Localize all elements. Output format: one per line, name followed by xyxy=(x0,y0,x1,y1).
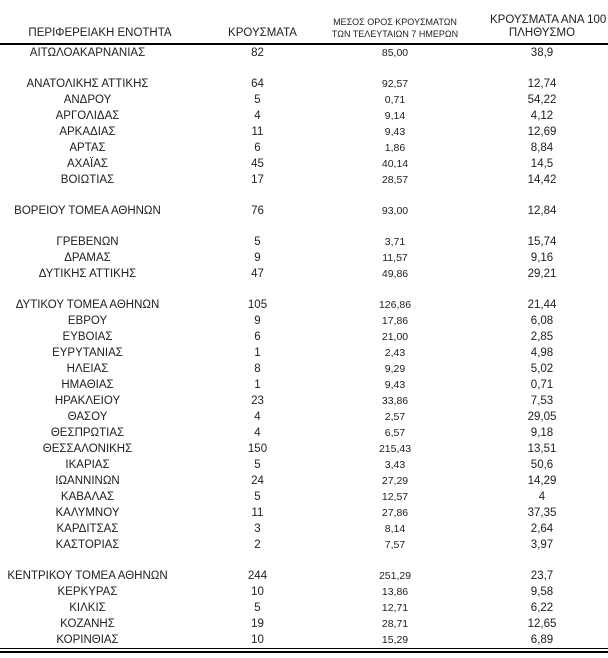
cases-cell: 11 xyxy=(251,125,264,138)
table-row xyxy=(0,203,608,219)
cases-cell: 45 xyxy=(251,157,264,170)
region-cell: ΙΚΑΡΙΑΣ xyxy=(65,458,110,471)
per100k-cell: 6,22 xyxy=(530,601,554,614)
cases-cell: 3 xyxy=(254,522,261,535)
cases-cell: 47 xyxy=(251,267,264,280)
per100k-cell: 0,71 xyxy=(530,378,554,391)
avg7-cell: 9,43 xyxy=(384,378,406,391)
region-cell: ΕΒΡΟΥ xyxy=(67,314,108,327)
per100k-cell: 14,29 xyxy=(527,474,557,487)
table-row xyxy=(0,361,608,377)
region-cell: ΚΑΣΤΟΡΙΑΣ xyxy=(55,538,120,551)
avg7-cell: 33,86 xyxy=(381,394,409,407)
col-header-per100k xyxy=(490,14,608,43)
cases-cell: 6 xyxy=(254,330,261,343)
region-cell: ΗΡΑΚΛΕΙΟΥ xyxy=(54,394,121,407)
cases-cell: 10 xyxy=(251,633,264,646)
avg7-cell: 93,00 xyxy=(381,204,409,217)
per100k-cell: 23,7 xyxy=(530,569,554,582)
region-cell: ΚΕΝΤΡΙΚΟΥ ΤΟΜΕΑ ΑΘΗΝΩΝ xyxy=(7,569,168,582)
cases-cell: 82 xyxy=(251,46,264,59)
table-header-row xyxy=(0,0,608,45)
cases-cell: 5 xyxy=(254,490,261,503)
table-bottom-double-rule xyxy=(0,648,608,653)
per100k-cell: 29,05 xyxy=(527,410,557,423)
region-cell: ΗΛΕΙΑΣ xyxy=(66,362,109,375)
table-row xyxy=(0,76,608,92)
per100k-cell: 14,42 xyxy=(527,173,557,186)
avg7-cell: 215,43 xyxy=(378,442,412,455)
per100k-cell: 12,84 xyxy=(527,204,557,217)
col-header-per100k-line2: ΠΛΗΘΥΣΜΟ xyxy=(508,27,576,39)
avg7-cell: 6,57 xyxy=(384,426,406,439)
per100k-cell: 6,08 xyxy=(530,314,554,327)
avg7-cell: 12,71 xyxy=(381,601,409,614)
col-header-region-label: ΠΕΡΙΦΕΡΕΙΑΚΗ ΕΝΟΤΗΤΑ xyxy=(28,27,172,39)
region-cell: ΘΑΣΟΥ xyxy=(67,410,108,423)
avg7-cell: 2,57 xyxy=(384,410,406,423)
cases-cell: 1 xyxy=(254,378,261,391)
table-row xyxy=(0,156,608,172)
avg7-cell: 15,29 xyxy=(381,633,409,646)
table-row xyxy=(0,329,608,345)
region-cell: ΔΥΤΙΚΟΥ ΤΟΜΕΑ ΑΘΗΝΩΝ xyxy=(15,298,160,311)
cases-cell: 17 xyxy=(251,173,264,186)
table-row xyxy=(0,297,608,313)
region-cell: ΚΑΡΔΙΤΣΑΣ xyxy=(56,522,119,535)
region-cell: ΑΧΑΪΑΣ xyxy=(67,157,108,170)
table-row xyxy=(0,489,608,505)
col-header-cases xyxy=(225,27,300,43)
cases-cell: 4 xyxy=(254,426,261,439)
per100k-cell: 9,58 xyxy=(530,585,554,598)
avg7-cell: 40,14 xyxy=(381,157,409,170)
table-row xyxy=(0,632,608,648)
region-cell: ΚΕΡΚΥΡΑΣ xyxy=(57,585,118,598)
region-cell: ΗΜΑΘΙΑΣ xyxy=(61,378,114,391)
table-row xyxy=(0,616,608,632)
per100k-cell: 37,35 xyxy=(527,506,557,519)
cases-cell: 150 xyxy=(247,442,268,455)
table-spacer-row xyxy=(0,282,608,297)
table-spacer-row xyxy=(0,188,608,203)
per100k-cell: 9,18 xyxy=(530,426,554,439)
table-spacer-row xyxy=(0,553,608,568)
per100k-cell: 54,22 xyxy=(527,93,557,106)
avg7-cell: 1,86 xyxy=(384,141,406,154)
cases-cell: 5 xyxy=(254,93,261,106)
avg7-cell: 27,86 xyxy=(381,506,409,519)
table-row xyxy=(0,600,608,616)
region-cell: ΘΕΣΠΡΩΤΙΑΣ xyxy=(50,426,125,439)
avg7-cell: 49,86 xyxy=(381,267,409,280)
region-cell: ΚΑΒΑΛΑΣ xyxy=(60,490,115,503)
per100k-cell: 15,74 xyxy=(527,235,557,248)
avg7-cell: 21,00 xyxy=(381,330,409,343)
table-row xyxy=(0,45,608,61)
region-cell: ΑΡΤΑΣ xyxy=(69,141,106,154)
avg7-cell: 13,86 xyxy=(381,585,409,598)
avg7-cell: 28,71 xyxy=(381,617,409,630)
col-header-cases-label: ΚΡΟΥΣΜΑΤΑ xyxy=(228,27,297,39)
table-row xyxy=(0,124,608,140)
cases-cell: 105 xyxy=(247,298,268,311)
table-row xyxy=(0,584,608,600)
col-header-per100k-line1: ΚΡΟΥΣΜΑΤΑ ΑΝΑ 100 xyxy=(490,14,607,26)
region-cell: ΑΙΤΩΛΟΑΚΑΡΝΑΝΙΑΣ xyxy=(29,46,146,59)
region-cell: ΑΡΓΟΛΙΔΑΣ xyxy=(55,109,120,122)
table-row xyxy=(0,172,608,188)
avg7-cell: 9,43 xyxy=(384,125,406,138)
region-cell: ΑΝΑΤΟΛΙΚΗΣ ΑΤΤΙΚΗΣ xyxy=(26,77,149,90)
cases-cell: 64 xyxy=(251,77,264,90)
table-row xyxy=(0,92,608,108)
table-row xyxy=(0,377,608,393)
per100k-cell: 7,53 xyxy=(530,394,554,407)
per100k-cell: 14,5 xyxy=(530,157,554,170)
cases-cell: 244 xyxy=(247,569,268,582)
cases-cell: 10 xyxy=(251,585,264,598)
region-cell: ΚΟΖΑΝΗΣ xyxy=(60,617,115,630)
table-row xyxy=(0,409,608,425)
cases-cell: 9 xyxy=(254,314,261,327)
table-row xyxy=(0,140,608,156)
table-spacer-row xyxy=(0,61,608,76)
avg7-cell: 27,29 xyxy=(381,474,409,487)
cases-cell: 5 xyxy=(254,458,261,471)
per100k-cell: 2,85 xyxy=(530,330,554,343)
table-row xyxy=(0,521,608,537)
table-spacer-row xyxy=(0,219,608,234)
region-cell: ΒΟΡΕΙΟΥ ΤΟΜΕΑ ΑΘΗΝΩΝ xyxy=(14,204,161,217)
avg7-cell: 3,71 xyxy=(384,235,406,248)
cases-cell: 4 xyxy=(254,410,261,423)
per100k-cell: 4,12 xyxy=(530,109,554,122)
per100k-cell: 8,84 xyxy=(530,141,554,154)
table-row xyxy=(0,473,608,489)
avg7-cell: 0,71 xyxy=(384,93,406,106)
region-cell: ΓΡΕΒΕΝΩΝ xyxy=(56,235,119,248)
table-row xyxy=(0,505,608,521)
avg7-cell: 9,14 xyxy=(384,109,406,122)
per100k-cell: 3,97 xyxy=(530,538,554,551)
avg7-cell: 126,86 xyxy=(378,298,412,311)
avg7-cell: 251,29 xyxy=(378,569,412,582)
per100k-cell: 13,51 xyxy=(527,442,557,455)
per100k-cell: 6,89 xyxy=(530,633,554,646)
col-header-avg7 xyxy=(300,17,490,43)
per100k-cell: 5,02 xyxy=(530,362,554,375)
avg7-cell: 92,57 xyxy=(381,77,409,90)
table-row xyxy=(0,250,608,266)
table-row xyxy=(0,425,608,441)
region-cell: ΑΝΔΡΟΥ xyxy=(63,93,112,106)
region-cell: ΚΟΡΙΝΘΙΑΣ xyxy=(56,633,119,646)
region-cell: ΒΟΙΩΤΙΑΣ xyxy=(60,173,115,186)
avg7-cell: 8,14 xyxy=(384,522,406,535)
avg7-cell: 9,29 xyxy=(384,362,406,375)
region-cell: ΔΥΤΙΚΗΣ ΑΤΤΙΚΗΣ xyxy=(38,267,137,280)
table-row xyxy=(0,457,608,473)
table-row xyxy=(0,266,608,282)
table-row xyxy=(0,393,608,409)
cases-cell: 9 xyxy=(254,251,261,264)
cases-cell: 5 xyxy=(254,235,261,248)
cases-cell: 24 xyxy=(251,474,264,487)
per100k-cell: 2,64 xyxy=(530,522,554,535)
table-row xyxy=(0,313,608,329)
region-cell: ΕΥΡΥΤΑΝΙΑΣ xyxy=(52,346,123,359)
cases-cell: 4 xyxy=(254,109,261,122)
table-row xyxy=(0,234,608,250)
col-header-avg7-line2: ΤΩΝ ΤΕΛΕΥΤΑΙΩΝ 7 ΗΜΕΡΩΝ xyxy=(331,28,459,39)
cases-cell: 19 xyxy=(251,617,264,630)
region-cell: ΚΙΛΚΙΣ xyxy=(69,601,106,614)
avg7-cell: 11,57 xyxy=(382,251,408,264)
per100k-cell: 38,9 xyxy=(530,46,554,59)
per100k-cell: 4 xyxy=(538,490,546,503)
avg7-cell: 2,43 xyxy=(384,346,406,359)
col-header-avg7-line1: ΜΕΣΟΣ ΟΡΟΣ ΚΡΟΥΣΜΑΤΩΝ xyxy=(333,17,457,27)
avg7-cell: 17,86 xyxy=(381,314,409,327)
cases-cell: 5 xyxy=(254,601,261,614)
region-cell: ΕΥΒΟΙΑΣ xyxy=(62,330,113,343)
region-cell: ΔΡΑΜΑΣ xyxy=(64,251,111,264)
region-cell: ΘΕΣΣΑΛΟΝΙΚΗΣ xyxy=(42,442,133,455)
per100k-cell: 12,69 xyxy=(527,125,557,138)
per100k-cell: 50,6 xyxy=(530,458,554,471)
region-cell: ΙΩΑΝΝΙΝΩΝ xyxy=(55,474,120,487)
cases-cell: 8 xyxy=(254,362,261,375)
region-cell: ΑΡΚΑΔΙΑΣ xyxy=(59,125,116,138)
per100k-cell: 9,16 xyxy=(530,251,554,264)
cases-cell: 1 xyxy=(254,346,261,359)
per100k-cell: 12,65 xyxy=(527,617,557,630)
per100k-cell: 21,44 xyxy=(527,298,557,311)
table-row xyxy=(0,108,608,124)
per100k-cell: 12,74 xyxy=(527,77,557,90)
cases-cell: 23 xyxy=(251,394,264,407)
table-body xyxy=(0,45,608,648)
cases-cell: 6 xyxy=(254,141,261,154)
avg7-cell: 85,00 xyxy=(381,46,409,59)
avg7-cell: 28,57 xyxy=(381,173,409,186)
table-row xyxy=(0,441,608,457)
avg7-cell: 7,57 xyxy=(384,538,406,551)
region-cell: ΚΑΛΥΜΝΟΥ xyxy=(55,506,120,519)
table-row xyxy=(0,568,608,584)
per100k-cell: 29,21 xyxy=(527,267,557,280)
table-row xyxy=(0,345,608,361)
cases-cell: 2 xyxy=(254,538,261,551)
per100k-cell: 4,98 xyxy=(530,346,554,359)
cases-cell: 11 xyxy=(251,506,264,519)
avg7-cell: 12,57 xyxy=(381,490,409,503)
cases-cell: 76 xyxy=(251,204,264,217)
col-header-region xyxy=(0,27,225,43)
table-row xyxy=(0,537,608,553)
avg7-cell: 3,43 xyxy=(384,458,406,471)
